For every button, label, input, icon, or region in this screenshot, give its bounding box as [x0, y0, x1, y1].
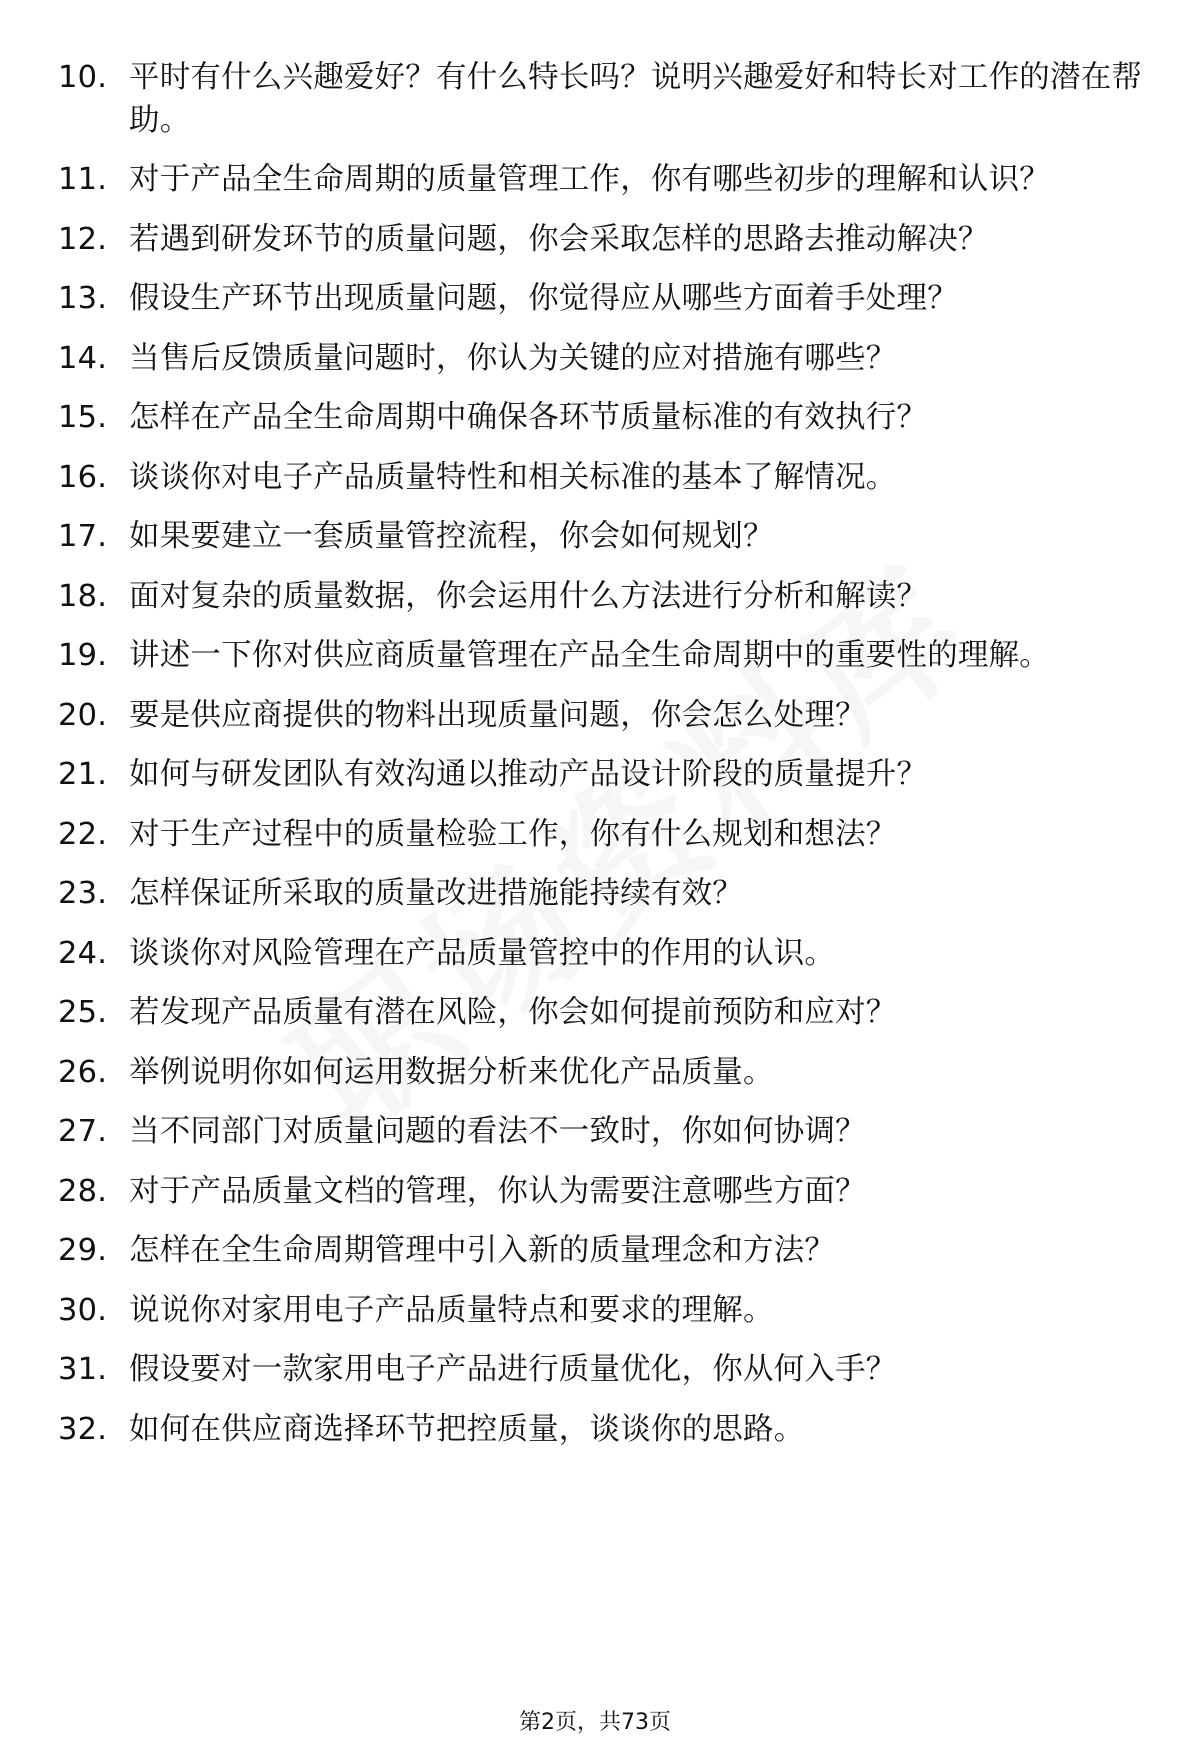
question-item: [58, 695, 1158, 738]
question-text: 对于产品质量文档的管理，你认为需要注意哪些方面？: [129, 1173, 866, 1209]
question-text: 谈谈你对电子产品质量特性和相关标准的基本了解情况。: [129, 459, 897, 495]
question-number: 13.: [58, 281, 108, 316]
question-number: 28.: [58, 1173, 108, 1209]
question-number: 25.: [58, 995, 108, 1030]
question-number: 29.: [58, 1233, 108, 1268]
question-number: 24.: [58, 935, 108, 971]
question-text: 当不同部门对质量问题的看法不一致时，你如何协调？: [129, 1114, 866, 1149]
question-item: [58, 397, 1158, 440]
question-number: 15.: [58, 400, 108, 435]
question-item: [58, 814, 1158, 857]
question-item: [58, 338, 1158, 381]
question-text: 对于产品全生命周期的质量管理工作，你有哪些初步的理解和认识？: [129, 162, 1050, 197]
question-item: [58, 278, 1158, 321]
question-text: 举例说明你如何运用数据分析来优化产品质量。: [129, 1054, 774, 1090]
question-item: [58, 992, 1158, 1035]
question-number: 31.: [58, 1352, 108, 1387]
question-list: [58, 57, 1158, 1468]
question-item: [58, 1111, 1158, 1154]
question-number: 32.: [58, 1411, 108, 1447]
question-text: 面对复杂的质量数据，你会运用什么方法进行分析和解读？: [129, 578, 928, 614]
question-text: 说说你对家用电子产品质量特点和要求的理解。: [129, 1292, 774, 1328]
page-footer: 第2页，共73页: [519, 1710, 671, 1735]
question-number: 12.: [58, 221, 108, 257]
question-item: [58, 1230, 1158, 1273]
question-item: [58, 1349, 1158, 1392]
question-number: 17.: [58, 519, 108, 554]
question-text: 怎样保证所采取的质量改进措施能持续有效？: [129, 876, 743, 911]
question-item: [58, 57, 1158, 142]
question-item: [58, 457, 1158, 500]
question-number: 20.: [58, 697, 108, 733]
question-text: 怎样在产品全生命周期中确保各环节质量标准的有效执行？: [129, 400, 928, 435]
question-text: 若发现产品质量有潜在风险，你会如何提前预防和应对？: [129, 995, 897, 1030]
question-text: 如果要建立一套质量管控流程，你会如何规划？: [129, 519, 774, 554]
question-number: 10.: [58, 60, 108, 95]
question-text: 对于生产过程中的质量检验工作，你有什么规划和想法？: [129, 816, 897, 852]
question-number: 11.: [58, 162, 108, 197]
question-text: 当售后反馈质量问题时，你认为关键的应对措施有哪些？: [129, 340, 897, 376]
question-item: [58, 1171, 1158, 1214]
question-number: 19.: [58, 638, 108, 673]
question-item: [58, 159, 1158, 202]
question-number: 16.: [58, 459, 108, 495]
question-number: 26.: [58, 1054, 108, 1090]
question-text: 假设要对一款家用电子产品进行质量优化，你从何入手？: [129, 1352, 897, 1387]
question-item: [58, 635, 1158, 678]
question-number: 14.: [58, 340, 108, 376]
question-text: 若遇到研发环节的质量问题，你会采取怎样的思路去推动解决？: [129, 221, 989, 257]
question-text: 怎样在全生命周期管理中引入新的质量理念和方法？: [129, 1233, 836, 1268]
question-item: [58, 576, 1158, 619]
question-item: [58, 933, 1158, 976]
question-text: 假设生产环节出现质量问题，你觉得应从哪些方面着手处理？: [129, 281, 958, 316]
question-number: 23.: [58, 876, 108, 911]
question-item: [58, 1409, 1158, 1452]
question-text: 平时有什么兴趣爱好？有什么特长吗？说明兴趣爱好和特长对工作的潜在帮助。: [129, 60, 1143, 138]
question-number: 21.: [58, 757, 108, 792]
question-text: 讲述一下你对供应商质量管理在产品全生命周期中的重要性的理解。: [129, 638, 1050, 673]
question-text: 要是供应商提供的物料出现质量问题，你会怎么处理？: [129, 697, 866, 733]
question-number: 22.: [58, 816, 108, 852]
question-item: [58, 516, 1158, 559]
question-item: [58, 1052, 1158, 1095]
question-item: [58, 219, 1158, 262]
question-item: [58, 754, 1158, 797]
question-text: 如何在供应商选择环节把控质量，谈谈你的思路。: [129, 1411, 805, 1447]
question-text: 谈谈你对风险管理在产品质量管控中的作用的认识。: [129, 935, 836, 971]
question-text: 如何与研发团队有效沟通以推动产品设计阶段的质量提升？: [129, 757, 928, 792]
question-number: 18.: [58, 578, 108, 614]
question-item: [58, 873, 1158, 916]
question-number: 30.: [58, 1292, 108, 1328]
question-item: [58, 1290, 1158, 1333]
question-number: 27.: [58, 1114, 108, 1149]
